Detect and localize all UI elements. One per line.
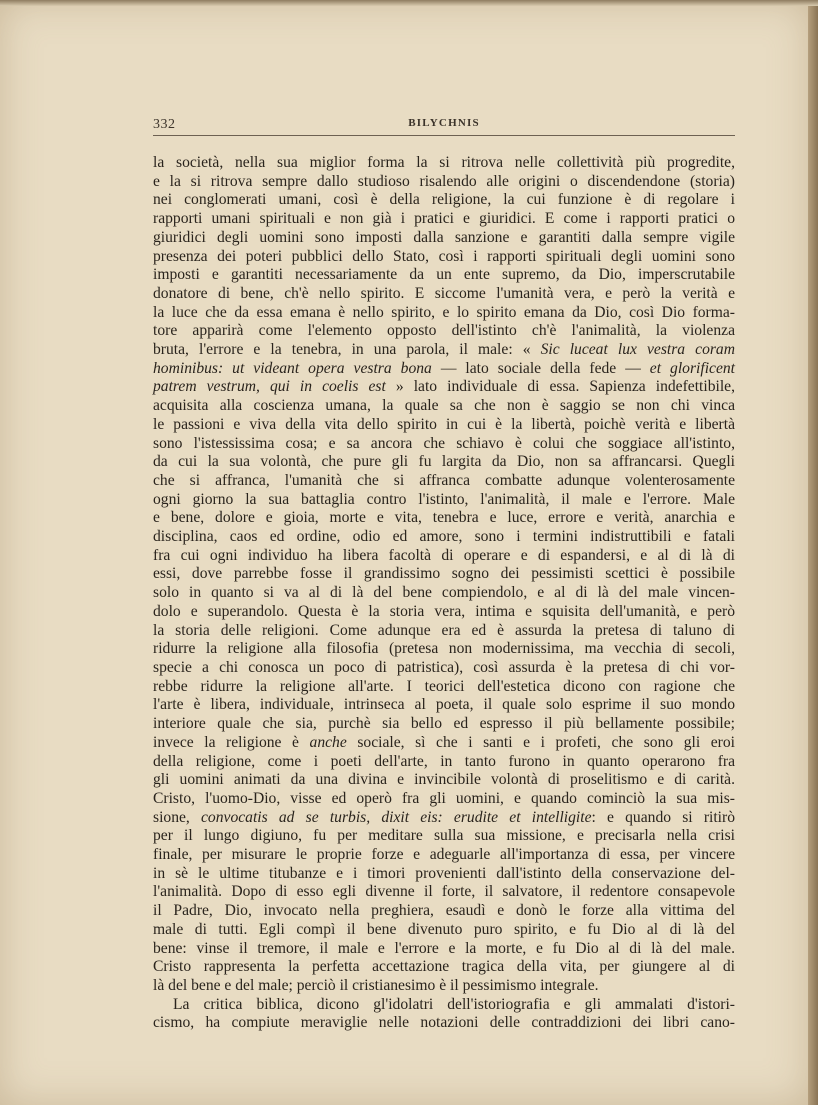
- text-line: [153, 977, 735, 996]
- text-line: [153, 547, 735, 566]
- text-segment: interiore quale che sia, purchè sia bello ed espresso il più bellamente possibile;: [153, 715, 735, 733]
- text-line: [153, 921, 735, 940]
- body-text: [153, 154, 735, 1033]
- text-segment: l'arte è libera, individuale, intrinseca al poeta, il quale solo esprime il suo mondo: [153, 696, 735, 714]
- text-line: [153, 902, 735, 921]
- text-line: [153, 734, 735, 753]
- text-line: [153, 622, 735, 641]
- text-segment: finale, per misurare le proprie forze e adeguarle all'importanza di essa, per vincere: [153, 846, 735, 864]
- text-segment: acquisita alla coscienza umana, la quale sa che non è saggio se non chi vinca: [153, 397, 735, 415]
- text-line: [153, 341, 735, 360]
- text-line: [153, 491, 735, 510]
- page-top-edge: [0, 0, 818, 6]
- text-segment: ridurre la religione alla filosofia (pretesa non modernissima, ma vecchia di secoli,: [153, 640, 735, 658]
- text-line: [153, 883, 735, 902]
- italic-phrase: convocatis ad se turbis, dixit eis: erudite et intelligite: [201, 808, 592, 826]
- text-segment: » lato individuale di essa. Sapienza indefettibile,: [385, 378, 735, 396]
- text-line: [153, 285, 735, 304]
- text-segment: male di tutti. Egli compì il bene divenuto puro spirito, e fu Dio al di là del: [153, 920, 735, 938]
- text-segment: rapporti umani spirituali e non già i pratici e giuridici. E come i rapporti pratici o: [153, 210, 735, 228]
- text-segment: tore apparirà come l'elemento opposto dell'istinto ch'è l'animalità, la violenza: [153, 322, 735, 340]
- text-segment: là del bene e del male; perciò il cristianesimo è il pessimismo integrale.: [153, 976, 599, 994]
- italic-phrase: et glorificent: [649, 359, 736, 377]
- text-line: [153, 940, 735, 959]
- text-segment: in sè le ultime titubanze e i timori provenienti dall'istinto della conservazione del-: [153, 864, 735, 882]
- text-segment: della religione, come i poeti dell'arte, in tanto furono in quanto operarono fra: [153, 752, 735, 770]
- text-line: [153, 790, 735, 809]
- text-segment: la storia delle religioni. Come adunque era ed è assurda la pretesa di taluno di: [153, 621, 735, 639]
- text-line: [153, 846, 735, 865]
- text-segment: presenza dei poteri pubblici dello Stato, così i rapporti spirituali degli uomini sono: [153, 247, 735, 265]
- text-line: [153, 397, 735, 416]
- text-segment: disciplina, caos ed ordine, odio ed amore, sono i termini indistruttibili e fatali: [153, 528, 735, 546]
- text-line: [153, 827, 735, 846]
- text-segment: bene: vinse il tremore, il male e l'errore e la morte, e fu Dio al di là del male.: [153, 939, 735, 957]
- text-segment: solo in quanto si va al di là del bene compiendolo, e al di là del male vincen-: [153, 584, 735, 602]
- text-line: [153, 472, 735, 491]
- text-line: [153, 753, 735, 772]
- text-line: [153, 173, 735, 192]
- text-segment: che si affranca, l'umanità che si affranca combatte adunque volenterosamente: [153, 471, 735, 489]
- text-line: [153, 584, 735, 603]
- text-line: [153, 229, 735, 248]
- text-segment: il Padre, Dio, invocato nella preghiera, esaudì e donò le forze alla vittima del: [153, 902, 735, 920]
- text-line: [153, 865, 735, 884]
- page-number: 332: [153, 117, 176, 132]
- text-line: [153, 509, 735, 528]
- text-segment: : e quando si ritirò: [591, 808, 735, 826]
- text-segment: La critica biblica, dicono gl'idolatri dell'istoriografia e gli ammalati d'istori-: [173, 995, 735, 1013]
- text-segment: imposti e garantiti necessariamente da un ente supremo, da Dio, imperscrutabile: [153, 266, 735, 284]
- header-rule: [153, 135, 735, 136]
- text-segment: la luce che da essa emana è nello spirito, e lo spirito emana da Dio, così Dio forma-: [153, 303, 735, 321]
- text-segment: bruta, l'errore e la tenebra, in una parola, il male: «: [153, 341, 541, 359]
- text-line: [153, 678, 735, 697]
- text-segment: rebbe ridurre la religione all'arte. I teorici dell'estetica dicono con ragione che: [153, 677, 735, 695]
- text-line: [153, 453, 735, 472]
- text-line: [153, 435, 735, 454]
- text-segment: giuridici degli uomini sono imposti dalla sanzione e garantiti dalla sempre vigile: [153, 228, 735, 246]
- page-header: [153, 115, 735, 137]
- text-segment: da cui la sua volontà, che pure gli fu largita da Dio, non sa affrancarsi. Quegli: [153, 453, 735, 471]
- text-line: [153, 603, 735, 622]
- text-segment: invece la religione è: [153, 733, 310, 751]
- text-segment: cismo, ha compiute meraviglie nelle notazioni delle contraddizioni dei libri cano-: [153, 1014, 735, 1032]
- text-segment: donatore di bene, ch'è nello spirito. E siccome l'umanità vera, e però la verità e: [153, 284, 735, 302]
- text-segment: sione,: [153, 808, 202, 826]
- text-line: [153, 696, 735, 715]
- text-line: [153, 771, 735, 790]
- text-line: [153, 1014, 735, 1033]
- text-line: [153, 416, 735, 435]
- text-segment: sociale, sì che i santi e i profeti, che sono gli eroi: [346, 733, 735, 751]
- text-line: [153, 996, 735, 1015]
- text-segment: e bene, dolore e gioia, morte e vita, tenebra e luce, errore e verità, anarchia e: [153, 509, 735, 527]
- italic-phrase: hominibus: ut videant opera vestra bona: [153, 359, 432, 377]
- text-line: [153, 378, 735, 397]
- text-line: [153, 809, 735, 828]
- text-segment: nei conglomerati umani, così è della religione, la cui funzione è di regolare i: [153, 191, 735, 209]
- text-line: [153, 304, 735, 323]
- text-line: [153, 360, 735, 379]
- text-line: [153, 640, 735, 659]
- text-line: [153, 154, 735, 173]
- text-line: [153, 191, 735, 210]
- text-segment: le passioni e viva della vita dello spirito in cui è la libertà, poichè verità e libertà: [153, 415, 735, 433]
- text-line: [153, 210, 735, 229]
- text-segment: ogni giorno la sua battaglia contro l'istinto, l'animalità, il male e l'errore. Male: [153, 490, 735, 508]
- text-line: [153, 659, 735, 678]
- italic-phrase: Sic luceat lux vestra coram: [540, 341, 735, 359]
- italic-phrase: patrem vestrum, qui in coelis est: [153, 378, 386, 396]
- text-line: [153, 322, 735, 341]
- text-segment: fra cui ogni individuo ha libera facoltà di operare e di espandersi, e al di là di: [153, 546, 735, 564]
- text-segment: — lato sociale della fede —: [431, 359, 650, 377]
- text-line: [153, 958, 735, 977]
- page-edge-shadow: [808, 0, 818, 1105]
- italic-phrase: anche: [309, 733, 347, 751]
- text-segment: la società, nella sua miglior forma la si ritrova nelle collettività più progredite,: [153, 154, 735, 171]
- text-segment: dolo e superandolo. Questa è la storia vera, intima e squisita dell'umanità, e però: [153, 602, 735, 620]
- text-line: [153, 715, 735, 734]
- text-segment: e la si ritrova sempre dallo studioso risalendo alle origini o discendendone (storia): [153, 172, 735, 190]
- running-title: BILYCHNIS: [408, 117, 480, 129]
- text-segment: Cristo rappresenta la perfetta accettazione tragica della vita, per giungere al di: [153, 958, 735, 976]
- text-line: [153, 266, 735, 285]
- text-segment: essi, dove parrebbe fosse il grandissimo sogno dei pessimisti scettici è possibile: [153, 565, 735, 583]
- text-segment: sono l'istessissima cosa; e sa ancora che schiavo è colui che soggiace all'istinto,: [153, 434, 735, 452]
- text-segment: gli uomini animati da una divina e invincibile volontà di proselitismo e di carità.: [153, 771, 735, 789]
- text-line: [153, 528, 735, 547]
- text-line: [153, 565, 735, 584]
- text-segment: per il lungo digiuno, fu per meditare sulla sua missione, e precisarla nella crisi: [153, 827, 735, 845]
- text-segment: Cristo, l'uomo-Dio, visse ed operò fra gli uomini, e quando cominciò la sua mis-: [153, 789, 735, 807]
- text-segment: specie a chi conosca un poco di patristica), così assurda è la pretesa di chi vor-: [153, 658, 735, 676]
- text-line: [153, 248, 735, 267]
- text-segment: l'animalità. Dopo di esso egli divenne il forte, il salvatore, il redentore consapevole: [153, 883, 735, 901]
